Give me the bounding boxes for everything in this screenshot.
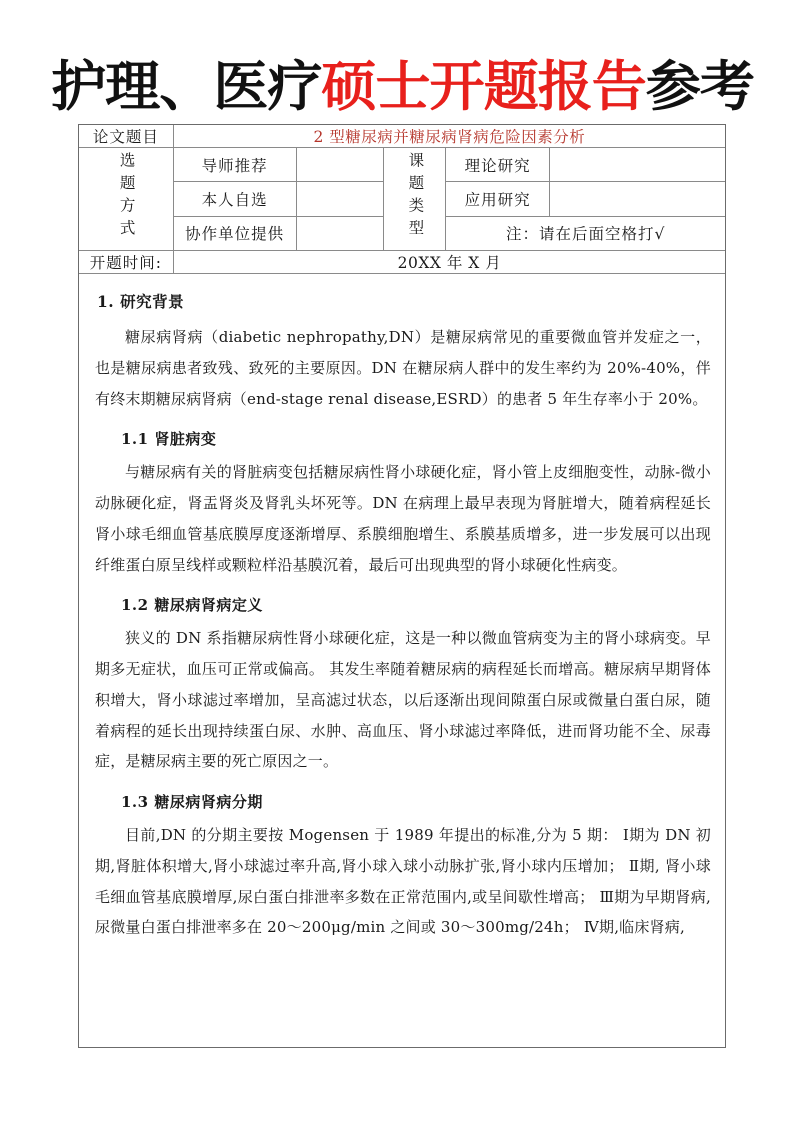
- topic-method-label-text: 选题方式: [117, 152, 136, 242]
- table-row-option-1: [79, 148, 725, 182]
- topic-type-option-0: 理论研究: [446, 148, 549, 182]
- heading-section-1-1: 1.1 肾脏病变: [121, 430, 217, 449]
- topic-method-option-1: 本人自选: [173, 182, 296, 216]
- paper-title-value[interactable]: 2 型糖尿病并糖尿病肾病危险因素分析: [173, 125, 725, 148]
- paragraph-section-1-2: 狭义的 DN 系指糖尿病性肾小球硬化症，这是一种以微血管病变为主的肾小球病变。早期多无症状，血压可正常或偏高。 其发生率随着糖尿病的病程延长而增高。糖尿病早期肾体积增大，肾小球滤过率增加，呈高滤过状态，以后逐渐出现间隙蛋白尿或微量白蛋白尿，随着病程的延长出现持续蛋白尿、水肿、高血压、肾小球滤过率降低，进而肾功能不全、尿毒症，是糖尿病主要的死亡原因之一。: [95, 629, 711, 771]
- paragraph-section-1: 糖尿病肾病（diabetic nephropathy,DN）是糖尿病常见的重要微血管并发症之一，也是糖尿病患者致残、致死的主要原因。DN 在糖尿病人群中的发生率约为 20%-40%，伴有终末期糖尿病肾病（end-stage renal disease,ESRD）的患者 5 年生存率小于 20%。: [95, 328, 711, 408]
- document-body: [79, 274, 725, 949]
- heading-section-1-3: 1.3 糖尿病肾病分期: [121, 793, 263, 811]
- proposal-info-table: [79, 125, 725, 274]
- topic-method-checkbox-0[interactable]: [296, 148, 383, 182]
- banner-segment-black-1: 护理、医疗: [50, 55, 321, 118]
- topic-method-option-0: 导师推荐: [173, 148, 296, 182]
- start-time-label: 开题时间:: [79, 251, 173, 274]
- paragraph-section-1-1: 与糖尿病有关的肾脏病变包括糖尿病性肾小球硬化症，肾小管上皮细胞变性，动脉-微小动脉硬化症，肾盂肾炎及肾乳头坏死等。DN 在病理上最早表现为肾脏增大，随着病程延长肾小球毛细血管基底膜厚度逐渐增厚、系膜细胞增生、系膜基质增多，进一步发展可以出现纤维蛋白原呈线样或颗粒样沿基膜沉着，最后可出现典型的肾小球硬化性病变。: [95, 463, 711, 574]
- checkbox-instruction-note: 注：请在后面空格打√: [446, 216, 725, 250]
- document-frame: [78, 124, 726, 1048]
- table-row-start-time: [79, 251, 725, 274]
- banner-title-text: [50, 55, 754, 118]
- heading-section-1-2: 1.2 糖尿病肾病定义: [121, 596, 263, 615]
- paper-title-label: 论文题目: [79, 125, 173, 148]
- topic-type-label: [383, 148, 446, 251]
- topic-method-checkbox-1[interactable]: [296, 182, 383, 216]
- topic-method-checkbox-2[interactable]: [296, 216, 383, 250]
- topic-type-label-text: 课题类型: [406, 152, 425, 242]
- paragraph-section-1-3: 目前,DN 的分期主要按 Mogensen 于 1989 年提出的标准,分为 5 期： Ⅰ期为 DN 初期,肾脏体积增大,肾小球滤过率升高,肾小球入球小动脉扩张,肾小球内压增加； Ⅱ期, 肾小球毛细血管基底膜增厚,尿白蛋白排泄率多数在正常范围内,或呈间歇性增高； Ⅲ期为早期肾病,尿微量白蛋白排泄率多在 20～200μg/min 之间或 30～300mg/24h； Ⅳ期,临床肾病,: [95, 826, 711, 937]
- banner-segment-black-2: 参考: [645, 55, 754, 118]
- topic-method-option-2: 协作单位提供: [173, 216, 296, 250]
- table-row-paper-title: [79, 125, 725, 148]
- topic-type-option-1: 应用研究: [446, 182, 549, 216]
- topic-type-checkbox-0[interactable]: [549, 148, 725, 182]
- banner-segment-red: 硕士开题报告: [320, 55, 646, 118]
- topic-method-label: [79, 148, 173, 251]
- heading-section-1: 1. 研究背景: [97, 292, 185, 311]
- start-time-value[interactable]: 20XX 年 X 月: [173, 251, 725, 274]
- topic-type-checkbox-1[interactable]: [549, 182, 725, 216]
- banner-title: [50, 55, 754, 118]
